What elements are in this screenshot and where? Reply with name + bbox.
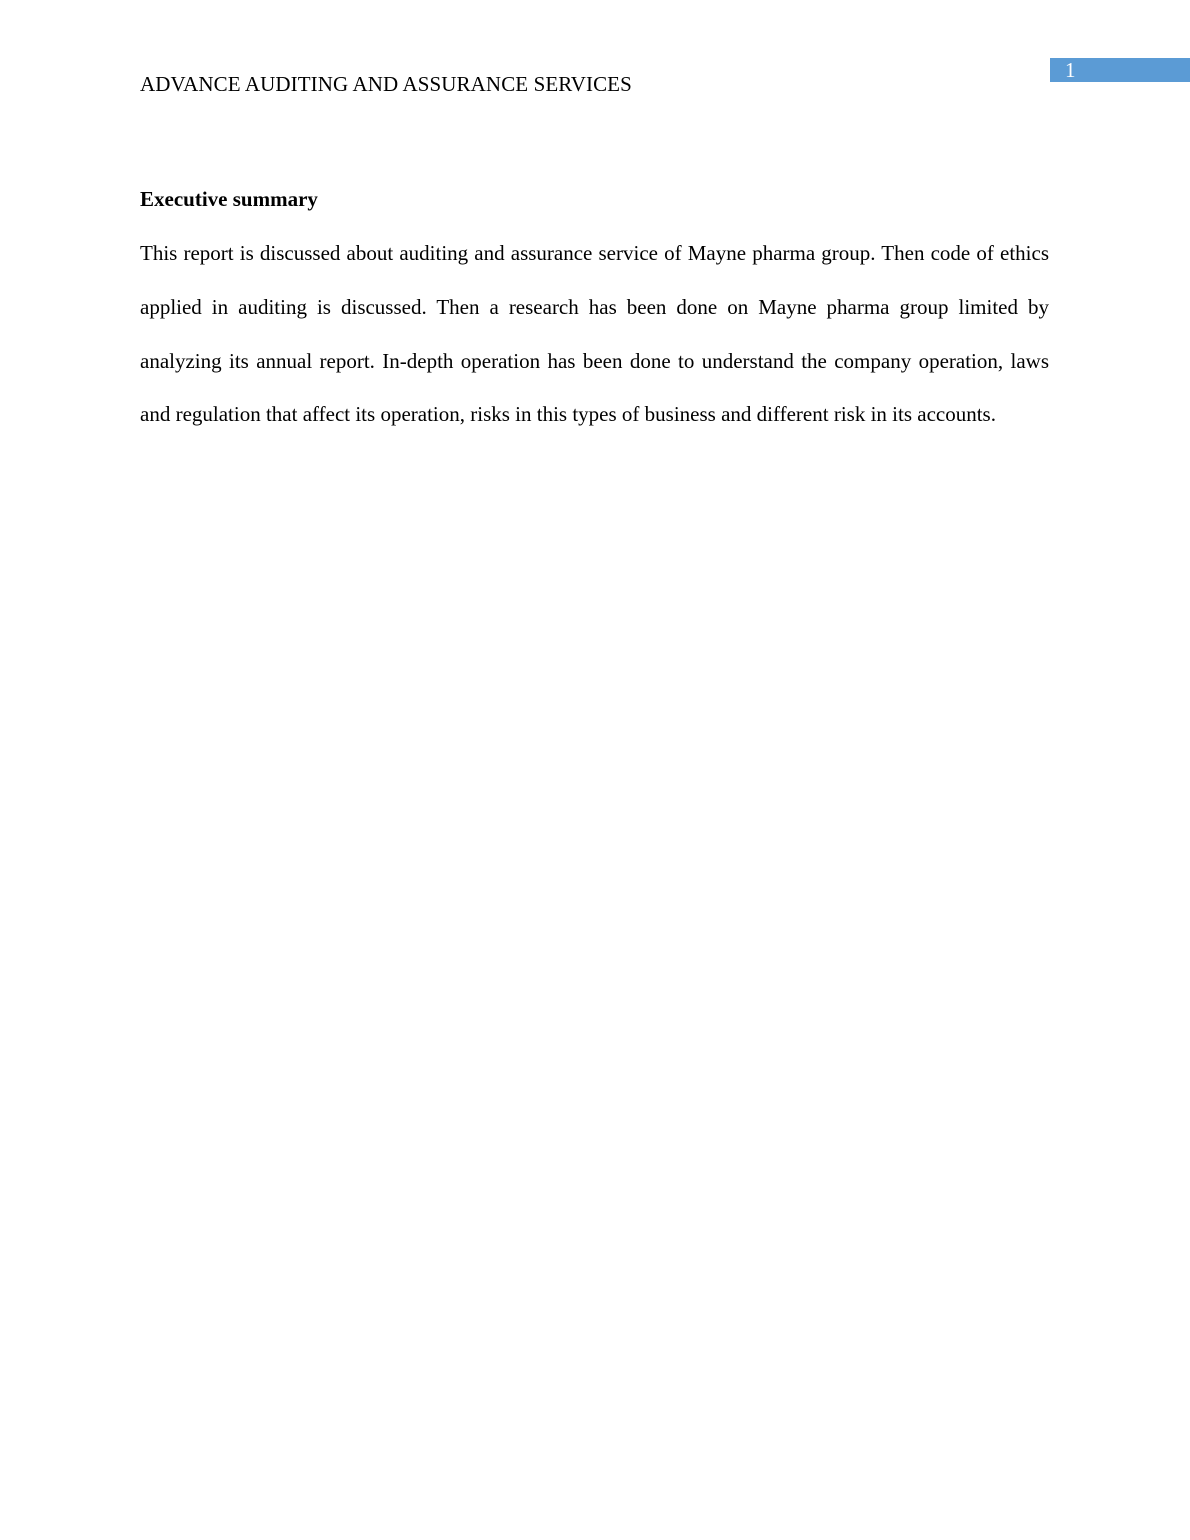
- page-number: 1: [1065, 58, 1076, 82]
- body-paragraph: This report is discussed about auditing and assurance service of Mayne pharma group. Then code of ethics applied in auditing is discussed. Then a research has been done on Mayne pharma group limited by analyzing its annual report. In-depth operation has been done to understand the company operation, laws and regulation that affect its operation, risks in this types of business and different risk in its accounts.: [140, 241, 1049, 427]
- section-heading: Executive summary: [140, 187, 318, 211]
- page-number-bar: [1050, 58, 1190, 82]
- running-header: ADVANCE AUDITING AND ASSURANCE SERVICES: [140, 72, 632, 96]
